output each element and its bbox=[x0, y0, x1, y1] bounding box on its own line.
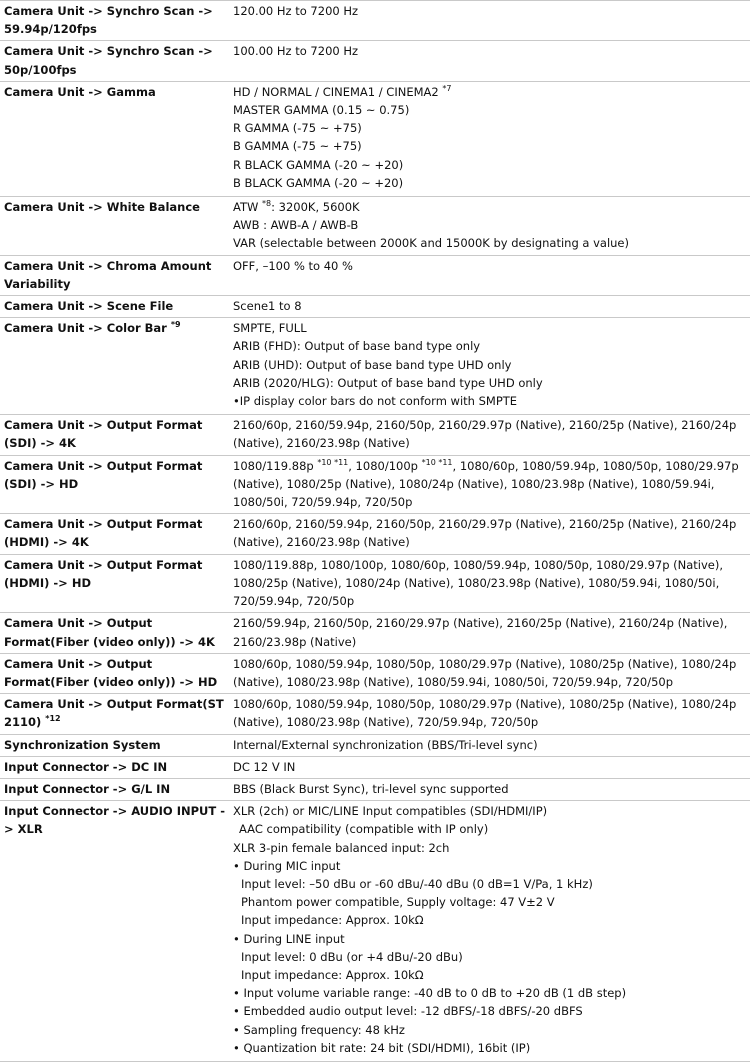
spec-row bbox=[0, 554, 750, 613]
spec-value-line bbox=[233, 948, 750, 966]
spec-value-line bbox=[233, 857, 750, 875]
spec-value-line bbox=[233, 2, 750, 20]
spec-label bbox=[0, 318, 229, 415]
spec-table-body bbox=[0, 1, 750, 1062]
spec-value-line bbox=[233, 780, 750, 798]
spec-label bbox=[0, 514, 229, 554]
spec-row bbox=[0, 801, 750, 1062]
spec-row bbox=[0, 318, 750, 415]
spec-value-text: VAR (selectable between 2000K and 15000K by designating a value) bbox=[233, 236, 629, 251]
spec-label bbox=[0, 255, 229, 295]
spec-value bbox=[229, 197, 750, 256]
spec-value bbox=[229, 255, 750, 295]
spec-row bbox=[0, 653, 750, 693]
spec-value-text: , 1080/60p, 1080/59.94p, 1080/50p, 1080/29.97p (Native), 1080/25p (Native), 1080/24p (Native), 1080/23.98p (Native), 1080/59.94i, 1080/50i, 720/59.94p, 720/50p bbox=[233, 458, 739, 510]
spec-value-line bbox=[233, 614, 750, 650]
spec-value bbox=[229, 81, 750, 196]
spec-value-text: Internal/External synchronization (BBS/Tri-level sync) bbox=[233, 737, 538, 752]
spec-value-text: ARIB (FHD): Output of base band type only bbox=[233, 339, 481, 354]
spec-value-line bbox=[233, 930, 750, 948]
spec-row bbox=[0, 296, 750, 318]
spec-value-text: 1080/119.88p, 1080/100p, 1080/60p, 1080/59.94p, 1080/50p, 1080/29.97p (Native), 1080/25p (Native), 1080/24p (Native), 1080/23.98p (Native), 1080/59.94i, 1080/50i, 720/59.94p, 720/50p bbox=[233, 557, 724, 609]
spec-label bbox=[0, 734, 229, 756]
footnote-marker: *10 *11 bbox=[421, 457, 453, 467]
spec-value-text: • Embedded audio output level: -12 dBFS/-18 dBFS/-20 dBFS bbox=[233, 1004, 583, 1019]
spec-value-text: 2160/60p, 2160/59.94p, 2160/50p, 2160/29.97p (Native), 2160/25p (Native), 2160/24p (Native), 2160/23.98p (Native) bbox=[233, 517, 737, 550]
spec-label-text: Camera Unit -> Color Bar bbox=[4, 321, 171, 336]
spec-label-text: Input Connector -> G/L IN bbox=[4, 781, 171, 796]
spec-row bbox=[0, 81, 750, 196]
spec-label-text: Camera Unit -> Chroma Amount Variability bbox=[4, 258, 212, 291]
spec-value-text: • Quantization bit rate: 24 bit (SDI/HDMI), 16bit (IP) bbox=[233, 1040, 531, 1055]
spec-label-text: Camera Unit -> Output Format (HDMI) -> 4K bbox=[4, 517, 203, 550]
spec-value-line bbox=[233, 101, 750, 119]
spec-label bbox=[0, 415, 229, 455]
spec-row bbox=[0, 197, 750, 256]
spec-value-text: Input level: 0 dBu (or +4 dBu/-20 dBu) bbox=[241, 949, 463, 964]
spec-value-line bbox=[233, 119, 750, 137]
spec-label bbox=[0, 756, 229, 778]
spec-label-text: Camera Unit -> Output Format (SDI) -> 4K bbox=[4, 418, 203, 451]
spec-label bbox=[0, 801, 229, 1062]
spec-value-text: Input level: –50 dBu or -60 dBu/-40 dBu (0 dB=1 V/Pa, 1 kHz) bbox=[241, 876, 593, 891]
spec-value-text: • Sampling frequency: 48 kHz bbox=[233, 1022, 405, 1037]
spec-label-text: Input Connector -> DC IN bbox=[4, 759, 168, 774]
spec-label-text: Camera Unit -> Output Format(ST 2110) bbox=[4, 697, 224, 730]
footnote-marker: *9 bbox=[170, 320, 181, 330]
spec-value-text: Scene1 to 8 bbox=[233, 299, 302, 314]
spec-label-text: Camera Unit -> White Balance bbox=[4, 200, 200, 215]
spec-value-line bbox=[233, 374, 750, 392]
spec-value bbox=[229, 1, 750, 41]
spec-value-text: 100.00 Hz to 7200 Hz bbox=[233, 44, 359, 59]
spec-value-line bbox=[233, 655, 750, 691]
spec-label bbox=[0, 41, 229, 81]
spec-label bbox=[0, 1, 229, 41]
spec-value bbox=[229, 296, 750, 318]
spec-label bbox=[0, 455, 229, 514]
spec-value-text: ARIB (2020/HLG): Output of base band type UHD only bbox=[233, 375, 543, 390]
spec-value-text: 1080/60p, 1080/59.94p, 1080/50p, 1080/29.97p (Native), 1080/25p (Native), 1080/24p (Native), 1080/23.98p (Native), 720/59.94p, 720/50p bbox=[233, 697, 737, 730]
spec-value-text: • During LINE input bbox=[233, 931, 345, 946]
spec-value-line bbox=[233, 736, 750, 754]
spec-value-line bbox=[233, 695, 750, 731]
spec-value-text: B GAMMA (-75 ~ +75) bbox=[233, 139, 362, 154]
spec-value-line bbox=[233, 156, 750, 174]
footnote-marker: *12 bbox=[45, 714, 61, 724]
spec-value-line bbox=[233, 911, 750, 929]
spec-label bbox=[0, 653, 229, 693]
spec-label-text: Camera Unit -> Synchro Scan -> 50p/100fps bbox=[4, 44, 213, 77]
spec-label-text: Input Connector -> AUDIO INPUT -> XLR bbox=[4, 804, 225, 837]
spec-value-line bbox=[233, 297, 750, 315]
spec-value-line bbox=[233, 1021, 750, 1039]
spec-value-line bbox=[233, 257, 750, 275]
spec-value bbox=[229, 41, 750, 81]
spec-value-text: : 3200K, 5600K bbox=[271, 200, 360, 215]
spec-row bbox=[0, 778, 750, 800]
spec-value-text: SMPTE, FULL bbox=[233, 321, 307, 336]
spec-value bbox=[229, 756, 750, 778]
spec-row bbox=[0, 613, 750, 653]
spec-value-text: AAC compatibility (compatible with IP only) bbox=[239, 822, 489, 837]
spec-value-text: 1080/60p, 1080/59.94p, 1080/50p, 1080/29.97p (Native), 1080/25p (Native), 1080/24p (Native), 1080/23.98p (Native), 1080/59.94i, 1080/50i, 720/59.94p, 720/50p bbox=[233, 656, 737, 689]
spec-value-text: Input impedance: Approx. 10kΩ bbox=[241, 967, 424, 982]
spec-label bbox=[0, 554, 229, 613]
spec-value-line bbox=[233, 392, 750, 410]
spec-value-text: 1080/119.88p bbox=[233, 458, 318, 473]
spec-value-line bbox=[233, 457, 750, 512]
spec-value bbox=[229, 554, 750, 613]
spec-value-line bbox=[233, 83, 750, 101]
spec-label-text: Camera Unit -> Output Format (SDI) -> HD bbox=[4, 458, 203, 491]
spec-row bbox=[0, 455, 750, 514]
spec-row bbox=[0, 694, 750, 734]
spec-row bbox=[0, 734, 750, 756]
spec-value bbox=[229, 801, 750, 1062]
spec-label-text: Synchronization System bbox=[4, 737, 161, 752]
spec-value-line bbox=[233, 42, 750, 60]
spec-value-text: • Input volume variable range: -40 dB to 0 dB to +20 dB (1 dB step) bbox=[233, 986, 627, 1001]
spec-value-line bbox=[233, 820, 750, 838]
spec-value-text: Input impedance: Approx. 10kΩ bbox=[241, 913, 424, 928]
spec-value-line bbox=[233, 966, 750, 984]
spec-label-text: Camera Unit -> Output Format(Fiber (video only)) -> 4K bbox=[4, 616, 215, 649]
spec-value-line bbox=[233, 198, 750, 216]
spec-value bbox=[229, 455, 750, 514]
spec-label-text: Camera Unit -> Output Format (HDMI) -> HD bbox=[4, 557, 203, 590]
spec-value-line bbox=[233, 216, 750, 234]
spec-value-line bbox=[233, 337, 750, 355]
spec-value-line bbox=[233, 515, 750, 551]
spec-value-text: HD / NORMAL / CINEMA1 / CINEMA2 bbox=[233, 84, 443, 99]
spec-value-line bbox=[233, 984, 750, 1002]
spec-value-text: Phantom power compatible, Supply voltage: 47 V±2 V bbox=[241, 895, 555, 910]
spec-value-text: B BLACK GAMMA (-20 ~ +20) bbox=[233, 175, 404, 190]
spec-value-text: XLR 3-pin female balanced input: 2ch bbox=[233, 840, 450, 855]
spec-value bbox=[229, 653, 750, 693]
spec-value-line bbox=[233, 1002, 750, 1020]
spec-value-text: 2160/60p, 2160/59.94p, 2160/50p, 2160/29.97p (Native), 2160/25p (Native), 2160/24p (Native), 2160/23.98p (Native) bbox=[233, 418, 737, 451]
spec-row bbox=[0, 255, 750, 295]
spec-label-text: Camera Unit -> Output Format(Fiber (video only)) -> HD bbox=[4, 656, 218, 689]
spec-value bbox=[229, 778, 750, 800]
spec-value-line bbox=[233, 234, 750, 252]
spec-value-text: OFF, –100 % to 40 % bbox=[233, 258, 353, 273]
spec-value-line bbox=[233, 416, 750, 452]
spec-value-text: 2160/59.94p, 2160/50p, 2160/29.97p (Native), 2160/25p (Native), 2160/24p (Native), 2160/23.98p (Native) bbox=[233, 616, 728, 649]
spec-value-line bbox=[233, 319, 750, 337]
spec-value-text: , 1080/100p bbox=[348, 458, 422, 473]
spec-value-text: • During MIC input bbox=[233, 858, 341, 873]
spec-value-line bbox=[233, 758, 750, 776]
spec-value-text: ARIB (UHD): Output of base band type UHD only bbox=[233, 357, 512, 372]
spec-value-line bbox=[233, 839, 750, 857]
spec-row bbox=[0, 514, 750, 554]
spec-label-text: Camera Unit -> Gamma bbox=[4, 84, 156, 99]
spec-value-text: MASTER GAMMA (0.15 ~ 0.75) bbox=[233, 103, 410, 118]
spec-row bbox=[0, 1, 750, 41]
spec-value-line bbox=[233, 1039, 750, 1057]
spec-value bbox=[229, 514, 750, 554]
spec-value bbox=[229, 613, 750, 653]
spec-value-text: DC 12 V IN bbox=[233, 759, 296, 774]
spec-value-line bbox=[233, 174, 750, 192]
spec-label bbox=[0, 778, 229, 800]
spec-label bbox=[0, 197, 229, 256]
spec-value bbox=[229, 318, 750, 415]
spec-row bbox=[0, 415, 750, 455]
spec-value-text: BBS (Black Burst Sync), tri-level sync supported bbox=[233, 781, 509, 796]
footnote-marker: *8 bbox=[262, 199, 272, 209]
spec-row bbox=[0, 756, 750, 778]
spec-value-text: AWB : AWB-A / AWB-B bbox=[233, 218, 359, 233]
spec-label-text: Camera Unit -> Synchro Scan -> 59.94p/120fps bbox=[4, 4, 213, 37]
spec-value-line bbox=[233, 356, 750, 374]
spec-value-line bbox=[233, 556, 750, 611]
spec-value-line bbox=[233, 137, 750, 155]
spec-label bbox=[0, 81, 229, 196]
spec-label bbox=[0, 613, 229, 653]
spec-value bbox=[229, 734, 750, 756]
spec-value bbox=[229, 415, 750, 455]
spec-label-text: Camera Unit -> Scene File bbox=[4, 299, 174, 314]
footnote-marker: *7 bbox=[442, 83, 452, 93]
spec-value-text: R BLACK GAMMA (-20 ~ +20) bbox=[233, 157, 404, 172]
spec-value-text: R GAMMA (-75 ~ +75) bbox=[233, 121, 362, 136]
spec-value-text: XLR (2ch) or MIC/LINE Input compatibles (SDI/HDMI/IP) bbox=[233, 804, 548, 819]
spec-label bbox=[0, 296, 229, 318]
spec-value-line bbox=[233, 802, 750, 820]
spec-value-text: 120.00 Hz to 7200 Hz bbox=[233, 4, 359, 18]
spec-label bbox=[0, 694, 229, 734]
spec-value bbox=[229, 694, 750, 734]
spec-value-text: ATW bbox=[233, 200, 263, 215]
spec-value-line bbox=[233, 875, 750, 893]
footnote-marker: *10 *11 bbox=[317, 457, 349, 467]
spec-value-line bbox=[233, 893, 750, 911]
spec-value-text: •IP display color bars do not conform with SMPTE bbox=[233, 394, 518, 409]
spec-row bbox=[0, 41, 750, 81]
